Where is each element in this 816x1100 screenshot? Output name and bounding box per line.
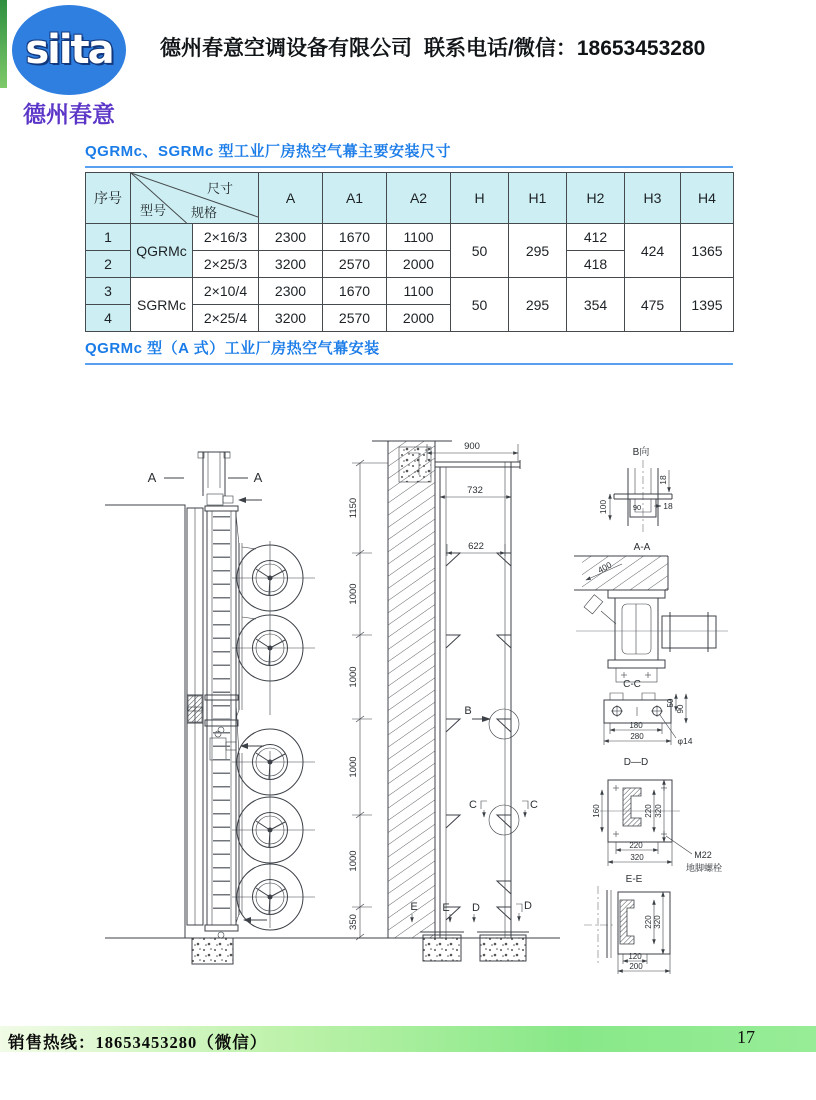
marker-label-d-right: D — [524, 900, 532, 912]
contact-phone: 联系电话/微信：18653453280 — [424, 37, 706, 60]
table-section-underline — [85, 166, 733, 168]
detail-title-c-c: C-C — [623, 679, 641, 690]
dim-label-1000: 1000 — [348, 583, 359, 605]
dim-label-18: 18 — [663, 501, 673, 511]
dim-900 — [427, 441, 518, 462]
section-cut-label-a-left: A — [147, 470, 157, 485]
col-header-H2: H2 — [567, 173, 625, 224]
table-section-title: QGRMc、SGRMc 型工业厂房热空气幕主要安装尺寸 — [85, 143, 452, 160]
dim-622 — [447, 541, 505, 556]
dim-label-320: 320 — [654, 804, 663, 818]
cell-A2: 1100 — [387, 278, 451, 305]
detail-e-e-section — [584, 874, 670, 974]
dim-label-1150: 1150 — [348, 497, 359, 519]
fan-volute-group-lower — [232, 729, 315, 930]
cell-A2: 2000 — [387, 305, 451, 332]
detail-b-view — [598, 445, 673, 532]
detail-c-c-section — [604, 679, 693, 746]
lower-air-curtain-unit — [187, 695, 270, 964]
dim-label-120: 120 — [628, 952, 642, 961]
anchor-bolt-size-label: M22 — [694, 850, 712, 860]
left-accent-strip — [0, 0, 7, 88]
logo-wordmark: siita — [25, 27, 113, 73]
dim-label-350: 350 — [348, 914, 359, 930]
diagonal-header-cell — [131, 173, 259, 224]
corner-label-model: 型号 — [140, 203, 167, 218]
cell-H2: 412 — [567, 224, 625, 251]
logo-subtext: 德州春意 — [23, 101, 115, 127]
col-header-A2: A2 — [387, 173, 451, 224]
cell-H4: 1365 — [681, 224, 734, 278]
col-header-H3: H3 — [625, 173, 681, 224]
cell-H: 50 — [451, 224, 509, 278]
cell-A1: 2570 — [323, 305, 387, 332]
cell-A: 2300 — [259, 224, 323, 251]
dim-label-50: 50 — [666, 698, 675, 708]
cell-H1: 295 — [509, 224, 567, 278]
sales-hotline: 销售热线：18653453280（微信） — [8, 1033, 268, 1052]
install-section-underline — [85, 363, 733, 365]
cell-model-qgrmc: QGRMc — [131, 224, 193, 278]
rail-brackets — [446, 553, 511, 920]
section-cut-label-a-right: A — [253, 470, 263, 485]
detail-a-a-section — [574, 542, 728, 682]
install-section-title: QGRMc 型（A 式）工业厂房热空气幕安装 — [85, 340, 380, 357]
page-number: 17 — [737, 1027, 755, 1047]
detail-title-e-e: E-E — [625, 874, 643, 885]
dim-label-400: 400 — [595, 559, 614, 576]
marker-label-e-right: E — [442, 902, 450, 914]
anchor-bolt-note: 地脚螺栓 — [685, 863, 723, 873]
cell-H4: 1395 — [681, 278, 734, 332]
marker-label-c-right: C — [530, 799, 538, 811]
dim-label-732: 732 — [467, 485, 483, 496]
company-name: 德州春意空调设备有限公司 — [160, 37, 412, 60]
dim-label-320: 320 — [653, 915, 662, 929]
cell-H2: 354 — [567, 278, 625, 332]
dim-label-phi14: φ14 — [677, 736, 693, 746]
dim-label-18: 18 — [658, 475, 668, 485]
cell-A: 3200 — [259, 305, 323, 332]
detail-d-d-section — [592, 757, 722, 873]
fan-volute — [232, 797, 315, 863]
table-row — [86, 278, 734, 305]
marker-label-e-left: E — [410, 901, 418, 913]
marker-label-d-left: D — [472, 902, 480, 914]
cell-H3: 475 — [625, 278, 681, 332]
cell-A: 3200 — [259, 251, 323, 278]
dim-label-90: 90 — [676, 704, 685, 714]
dim-label-1000: 1000 — [348, 756, 359, 778]
fan-volute — [232, 545, 315, 611]
dim-label-622: 622 — [468, 541, 484, 552]
dim-label-180: 180 — [629, 721, 643, 730]
dim-label-1000: 1000 — [348, 850, 359, 872]
cell-A: 2300 — [259, 278, 323, 305]
marker-c-c — [469, 799, 538, 835]
col-header-index: 序号 — [86, 173, 131, 224]
dim-label-900: 900 — [464, 441, 480, 452]
cell-H2: 418 — [567, 251, 625, 278]
dim-label-100: 100 — [598, 499, 608, 515]
dimension-table — [85, 172, 734, 332]
dim-label-220: 220 — [644, 915, 653, 929]
cell-no: 1 — [86, 224, 131, 251]
dim-label-320: 320 — [630, 853, 644, 862]
vertical-dim-chain — [348, 460, 388, 940]
col-header-H: H — [451, 173, 509, 224]
cell-A1: 1670 — [323, 278, 387, 305]
col-header-H1: H1 — [509, 173, 567, 224]
corner-label-spec: 规格 — [191, 205, 218, 220]
corner-label-size: 尺寸 — [207, 181, 234, 196]
dim-label-90: 90 — [632, 503, 642, 512]
dim-label-280: 280 — [630, 732, 644, 741]
cell-H: 50 — [451, 278, 509, 332]
table-row — [86, 224, 734, 251]
col-header-A: A — [259, 173, 323, 224]
marker-label-c-left: C — [469, 799, 477, 811]
cell-H1: 295 — [509, 278, 567, 332]
cell-A1: 1670 — [323, 224, 387, 251]
installation-drawing — [70, 408, 810, 993]
middle-elevation-view — [348, 441, 538, 961]
cell-spec: 2×16/3 — [193, 224, 259, 251]
dim-label-1000: 1000 — [348, 666, 359, 688]
dim-label-160: 160 — [592, 804, 601, 818]
cell-no: 4 — [86, 305, 131, 332]
cell-spec: 2×25/3 — [193, 251, 259, 278]
col-header-A1: A1 — [323, 173, 387, 224]
cell-model-sgrmc: SGRMc — [131, 278, 193, 332]
detail-title-b-view: B向 — [632, 447, 650, 458]
detail-title-d-d: D—D — [623, 757, 649, 768]
cell-A1: 2570 — [323, 251, 387, 278]
cell-no: 2 — [86, 251, 131, 278]
dim-label-220: 220 — [629, 841, 643, 850]
cell-A2: 1100 — [387, 224, 451, 251]
detail-title-a-a: A-A — [633, 542, 651, 553]
company-logo — [12, 5, 126, 95]
fan-volute — [232, 729, 315, 795]
cell-no: 3 — [86, 278, 131, 305]
cell-H3: 424 — [625, 224, 681, 278]
cell-spec: 2×10/4 — [193, 278, 259, 305]
fan-volute — [232, 615, 315, 681]
cell-spec: 2×25/4 — [193, 305, 259, 332]
dim-label-200: 200 — [629, 962, 643, 971]
dim-label-220: 220 — [644, 804, 653, 818]
marker-label-b: B — [464, 705, 472, 717]
left-elevation-view — [105, 452, 315, 964]
col-header-H4: H4 — [681, 173, 734, 224]
dim-732 — [440, 485, 511, 500]
cell-A2: 2000 — [387, 251, 451, 278]
fan-volute-group-upper — [232, 545, 315, 681]
